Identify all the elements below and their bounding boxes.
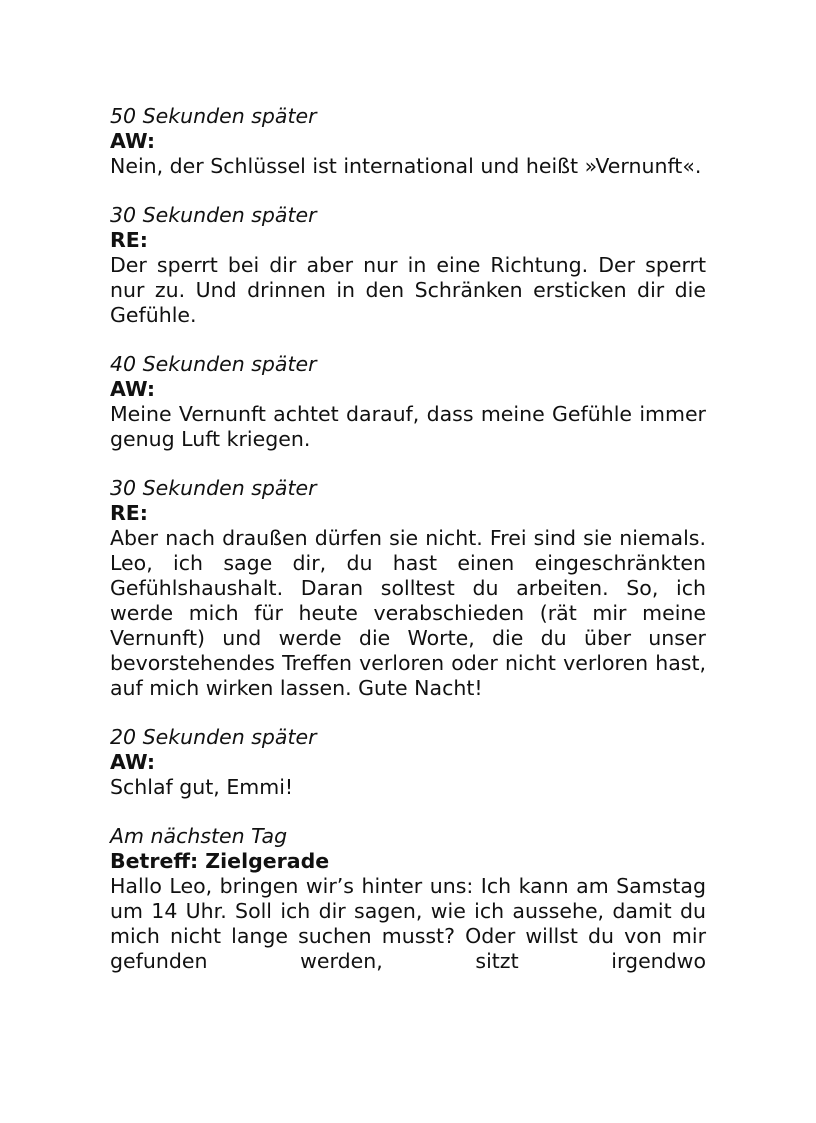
- speaker-label: RE:: [110, 501, 148, 525]
- message-text: Meine Vernunft achtet darauf, dass meine Gefühle immer genug Luft kriegen.: [110, 402, 706, 451]
- message-entry: [110, 352, 706, 452]
- message-entry: [110, 476, 706, 701]
- speaker-label: AW:: [110, 377, 156, 401]
- speaker-label: AW:: [110, 750, 156, 774]
- message-text: Der sperrt bei dir aber nur in eine Richtung. Der sperrt nur zu. Und drinnen in den Schränken ersticken dir die Gefühle.: [110, 253, 706, 327]
- timestamp: 20 Sekunden später: [110, 725, 317, 749]
- message-entry: [110, 725, 706, 800]
- message-text: Hallo Leo, bringen wir’s hinter uns: Ich kann am Samstag um 14 Uhr. Soll ich dir sagen, wie ich aussehe, damit du mich nicht lange suchen musst? Oder willst du von mir gefunden werden, sitzt irgendwo: [110, 874, 706, 973]
- email-subject: Betreff: Zielgerade: [110, 849, 330, 873]
- timestamp: Am nächsten Tag: [110, 824, 288, 848]
- message-text: Schlaf gut, Emmi!: [110, 775, 294, 799]
- message-entry: [110, 203, 706, 328]
- message-text: Nein, der Schlüssel ist international und heißt »Vernunft«.: [110, 154, 702, 178]
- speaker-label: RE:: [110, 228, 148, 252]
- timestamp: 30 Sekunden später: [110, 476, 317, 500]
- speaker-label: AW:: [110, 129, 156, 153]
- message-entry: [110, 104, 706, 179]
- message-text: Aber nach draußen dürfen sie nicht. Frei sind sie niemals. Leo, ich sage dir, du hast einen eingeschränkten Gefühlshaushalt. Daran solltest du arbeiten. So, ich werde mich für heute verabschieden (rät mir meine Vernunft) und werde die Worte, die du über unser bevorstehendes Treffen verloren oder nicht verloren hast, auf mich wirken lassen. Gute Nacht!: [110, 526, 706, 700]
- timestamp: 30 Sekunden später: [110, 203, 317, 227]
- message-entry: [110, 824, 706, 974]
- timestamp: 50 Sekunden später: [110, 104, 317, 128]
- book-page: [110, 104, 706, 998]
- timestamp: 40 Sekunden später: [110, 352, 317, 376]
